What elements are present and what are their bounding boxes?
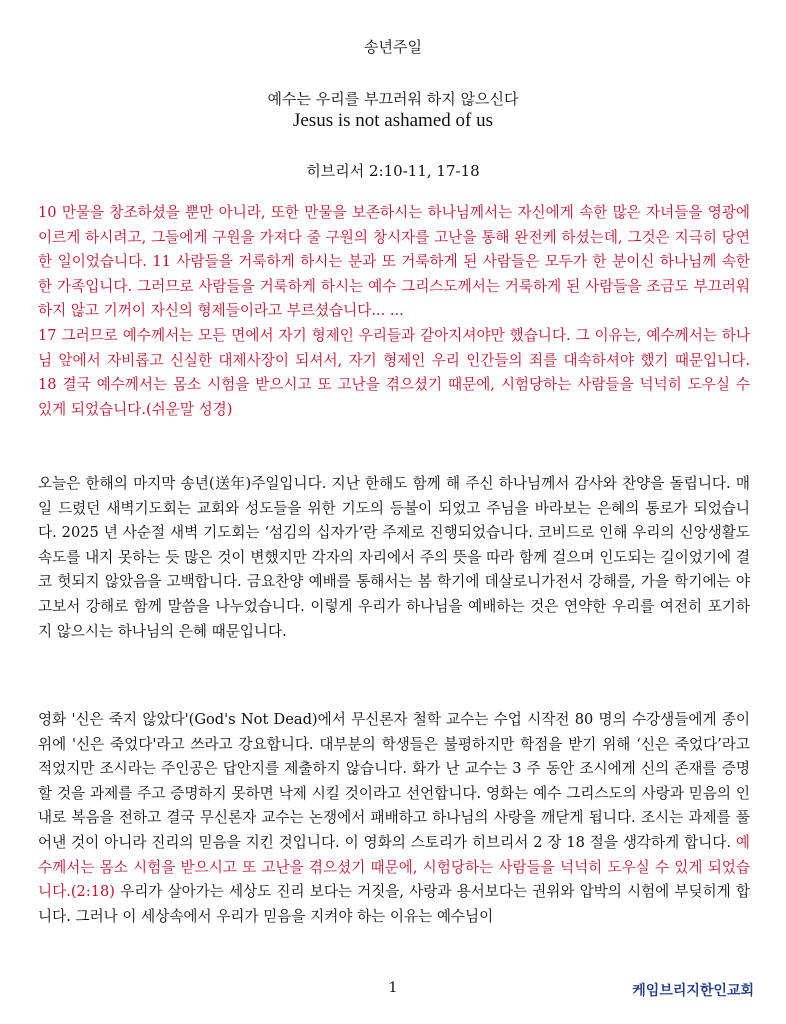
body-paragraph-2	[38, 708, 750, 929]
sermon-title-english: Jesus is not ashamed of us	[292, 110, 493, 131]
page-number: 1	[388, 980, 398, 996]
paragraph-2-text-a: 영화 '신은 죽지 않았다'(God's Not Dead)에서 무신론자 철학 교수는 수업 시작전 80 명의 수강생들에게 종이 위에 '신은 죽었다'라고 쓰라고 강요합니다. 대부분의 학생들은 불평하지만 학점을 받기 위해 ‘신은 죽었다’라고 적었지만 조시라는 주인공은 답안지를 제출하지 않습니다. 화가 난 교수는 3 주 동안 조시에게 신의 존재를 증명할 것을 과제를 주고 증명하지 못하면 낙제 시킬 것이라고 선언합니다. 영화는 예수 그리스도의 사랑과 믿음의 인내로 복음을 전하고 결국 무신론자 교수는 논쟁에서 패배하고 하나님의 사랑을 깨닫게 됩니다. 조시는 과제를 풀어낸 것이 아니라 진리의 믿음을 지킨 것입니다. 이 영화의 스토리가 히브리서 2 장 18 절을 생각하게 합니다.	[38, 711, 750, 851]
paragraph-2-quote: 예수께서는 몸소 시험을 받으시고 또 고난을 겪으셨기 때문에, 시험당하는 사람들을 넉넉히 도우실 수 있게 되었습니다.(2:18)	[38, 833, 750, 901]
body-paragraph-1: 오늘은 한해의 마지막 송년(送年)주일입니다. 지난 한해도 함께 해 주신 하나님께서 감사와 찬양을 돌립니다. 매일 드렸던 새벽기도회는 교회와 성도들을 위한 기도의 등불이 되었고 주님을 바라보는 은혜의 통로가 되었습니다. 2025 년 사순절 새벽 기도회는 ‘섬김의 십자가’란 주제로 진행되었습니다. 코비드로 인해 우리의 신앙생활도 속도를 내지 못하는 듯 많은 것이 변했지만 각자의 자리에서 주의 뜻을 따라 함께 걸으며 인도되는 길이었기에 결코 헛되지 않았음을 고백합니다. 금요찬양 예배를 통해서는 봄 학기에 데살로니가전서 강해를, 가을 학기에는 야고보서 강해로 함께 말씀을 나누었습니다. 이렇게 우리가 하나님을 예배하는 것은 연약한 우리를 여전히 포기하지 않으시는 하나님의 은혜 때문입니다.	[38, 475, 750, 640]
verses-10-11: 10 만물을 창조하셨을 뿐만 아니라, 또한 만물을 보존하시는 하나님께서는 자신에게 속한 많은 자녀들을 영광에 이르게 하시려고, 그들에게 구원을 가져다 줄 구원의 창시자를 고난을 통해 완전케 하셨는데, 그것은 지극히 당연한 일이었습니다. 11 사람들을 거룩하게 하시는 분과 또 거룩하게 된 사람들은 모두가 한 분이신 하나님께 속한 한 가족입니다. 그러므로 사람들을 거룩하게 하시는 예수 그리스도께서는 거룩하게 된 사람들을 조금도 부끄러워하지 않고 기꺼이 자신의 형제들이라고 부르셨습니다... ...	[38, 204, 750, 320]
scripture-reference: 히브리서 2:10-11, 17-18	[306, 162, 480, 180]
sermon-title-korean: 예수는 우리를 부끄러워 하지 않으신다	[267, 90, 519, 108]
church-name: 케임브리지한인교회	[632, 983, 754, 999]
scripture-passage	[38, 201, 750, 422]
paragraph-2-text-b: 우리가 살아가는 세상도 진리 보다는 거짓을, 사랑과 용서보다는 권위와 압박의 시험에 부딪히게 합니다. 그러나 이 세상속에서 우리가 믿음을 지켜야 하는 이유는 예수님이	[38, 883, 750, 925]
verses-17-18: 17 그러므로 예수께서는 모든 면에서 자기 형제인 우리들과 같아지셔야만 했습니다. 그 이유는, 예수께서는 하나님 앞에서 자비롭고 신실한 대제사장이 되셔서, 자기 형제인 우리 인간들의 죄를 대속하셔야 했기 때문입니다. 18 결국 예수께서는 몸소 시험을 받으시고 또 고난을 겪으셨기 때문에, 시험당하는 사람들을 넉넉히 도우실 수 있게 되었습니다.(쉬운말 성경)	[38, 326, 750, 418]
page-title: 송년주일	[364, 38, 422, 56]
